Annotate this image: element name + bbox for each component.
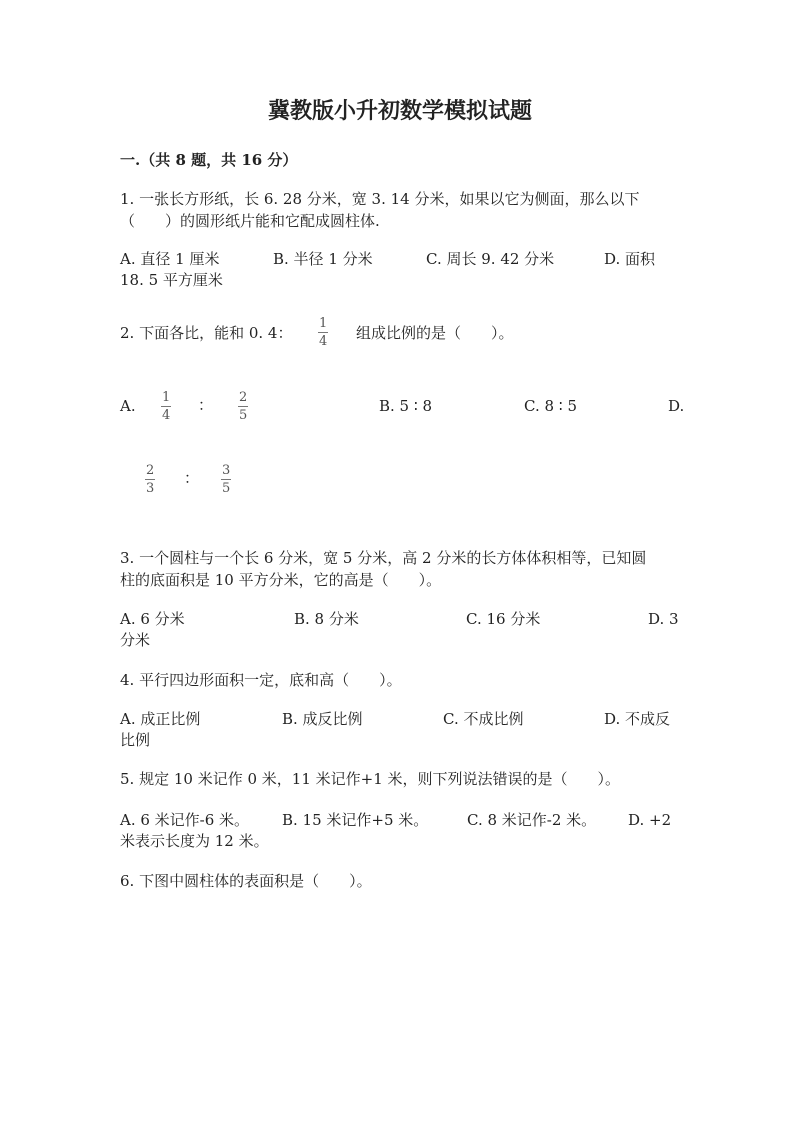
question-1-stem-line-2: （ ）的圆形纸片能和它配成圆柱体. xyxy=(120,212,380,230)
question-5-option-c: C. 8 米记作-2 米。 xyxy=(467,811,597,829)
question-5-option-d: D. +2 xyxy=(628,811,672,829)
question-2-option-d-colon: ： xyxy=(184,469,200,487)
fraction-denominator: 3 xyxy=(146,481,155,496)
question-3-option-d: D. 3 xyxy=(648,610,679,628)
fraction-denominator: 4 xyxy=(162,408,171,423)
question-4-stem: 4. 平行四边形面积一定，底和高（ ）。 xyxy=(120,671,402,689)
question-2-option-d-label: D. xyxy=(668,397,685,415)
fraction-denominator: 5 xyxy=(222,481,231,496)
question-4-option-c: C. 不成比例 xyxy=(443,710,524,728)
fraction-numerator: 2 xyxy=(146,463,155,478)
question-3-option-c: C. 16 分米 xyxy=(466,610,541,628)
question-2-option-b: B. 5 ∶ 8 xyxy=(379,397,433,415)
question-1-option-d: D. 面积 xyxy=(604,250,656,268)
fraction-numerator: 1 xyxy=(319,316,328,331)
question-2-option-d-fraction-2 xyxy=(221,463,231,496)
question-5-option-b: B. 15 米记作+5 米。 xyxy=(282,811,429,829)
question-2-option-a-fraction-2 xyxy=(238,390,248,423)
fraction-numerator: 1 xyxy=(162,390,171,405)
question-3-option-a: A. 6 分米 xyxy=(120,610,185,628)
question-2-option-c: C. 8 ∶ 5 xyxy=(524,397,578,415)
fraction-numerator: 2 xyxy=(239,390,248,405)
question-1-option-b: B. 半径 1 分米 xyxy=(273,250,373,268)
question-1-option-d-continued: 18. 5 平方厘米 xyxy=(120,271,223,289)
fraction-numerator: 3 xyxy=(222,463,231,478)
page-title: 冀教版小升初数学模拟试题 xyxy=(267,98,532,124)
question-1-stem-line-1: 1. 一张长方形纸，长 6. 28 分米，宽 3. 14 分米，如果以它为侧面，那么以下 xyxy=(120,190,640,208)
section-heading: 一.（共 8 题，共 16 分） xyxy=(120,151,298,169)
fraction-denominator: 4 xyxy=(319,334,328,349)
question-2-option-a-fraction-1 xyxy=(161,390,171,423)
question-5-option-d-continued: 米表示长度为 12 米。 xyxy=(120,832,269,850)
question-4-option-d: D. 不成反 xyxy=(604,710,671,728)
question-2-stem-end: 组成比例的是（ ）。 xyxy=(356,324,514,342)
question-4-option-a: A. 成正比例 xyxy=(120,710,201,728)
question-1-option-c: C. 周长 9. 42 分米 xyxy=(426,250,555,268)
question-3-stem-line-1: 3. 一个圆柱与一个长 6 分米，宽 5 分米，高 2 分米的长方体体积相等，已知圆 xyxy=(120,549,647,567)
question-3-option-b: B. 8 分米 xyxy=(294,610,359,628)
question-2-option-a-label: A. xyxy=(120,397,136,415)
question-3-option-d-continued: 分米 xyxy=(120,631,151,649)
question-2-option-d-fraction-1 xyxy=(145,463,155,496)
question-5-stem: 5. 规定 10 米记作 0 米，11 米记作+1 米，则下列说法错误的是（ ）。 xyxy=(120,770,621,788)
question-4-option-b: B. 成反比例 xyxy=(282,710,363,728)
question-2-stem-fraction xyxy=(318,316,328,349)
question-1-option-a: A. 直径 1 厘米 xyxy=(120,250,220,268)
question-5-option-a: A. 6 米记作-6 米。 xyxy=(120,811,250,829)
question-4-option-d-continued: 比例 xyxy=(120,731,151,749)
question-3-stem-line-2: 柱的底面积是 10 平方分米，它的高是（ ）。 xyxy=(120,571,442,589)
question-6-stem: 6. 下图中圆柱体的表面积是（ ）。 xyxy=(120,872,372,890)
fraction-denominator: 5 xyxy=(239,408,248,423)
question-2-option-a-colon: ： xyxy=(198,396,214,414)
question-2-stem-start: 2. 下面各比，能和 0. 4： xyxy=(120,324,293,342)
